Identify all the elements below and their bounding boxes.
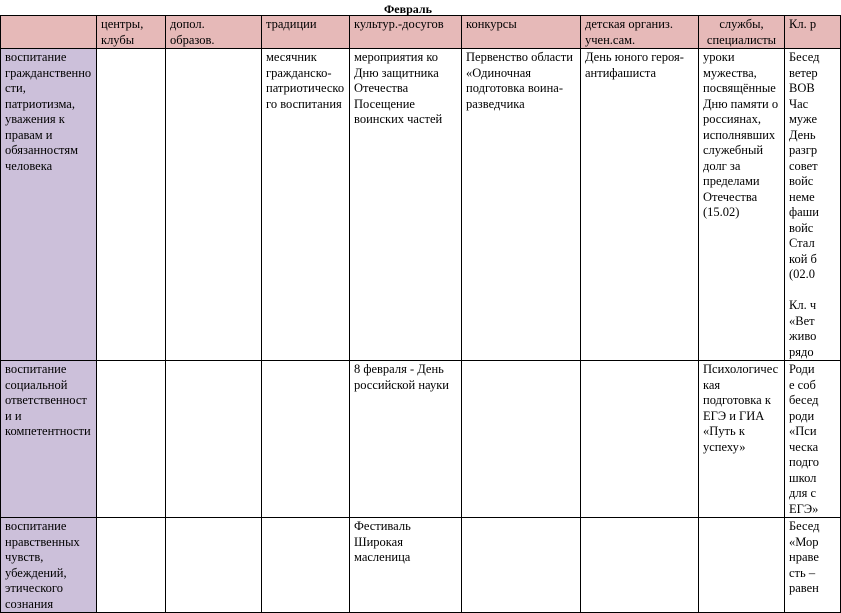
table-cell: Психологическая подготовка к ЕГЭ и ГИА «Путь к успеху» (699, 361, 785, 518)
table-cell (166, 518, 262, 613)
table-cell: Бесед «Мор нраве сть – равен (785, 518, 841, 613)
plan-table (0, 15, 841, 613)
header-cell-corner (1, 16, 97, 49)
table-cell (97, 518, 166, 613)
page-title: Февраль (384, 2, 432, 16)
table-cell (581, 361, 699, 518)
table-cell (462, 361, 581, 518)
header-cell-children-org: детская организ. учен.сам. (581, 16, 699, 49)
table-cell: уроки мужества, посвящённые Дню памяти о россиянах, исполнявших служебный долг за пределами Отечества (15.02) (699, 49, 785, 361)
header-cell-class-leaders: Кл. р (785, 16, 841, 49)
table-cell: 8 февраля - День российской науки (350, 361, 462, 518)
row-heading: воспитание социальной ответственности и компетентности (1, 361, 97, 518)
table-cell (97, 361, 166, 518)
table-row (1, 518, 841, 613)
table-row (1, 361, 841, 518)
row-heading: воспитание нравственных чувств, убеждений, этического сознания (1, 518, 97, 613)
table-cell: месячник гражданско-патриотического воспитания (262, 49, 350, 361)
table-cell: мероприятия ко Дню защитника Отечества Посещение воинских частей (350, 49, 462, 361)
table-cell (581, 518, 699, 613)
header-cell-centers: центры, клубы (97, 16, 166, 49)
table-cell (97, 49, 166, 361)
header-cell-services: службы, специалисты (699, 16, 785, 49)
table-cell (699, 518, 785, 613)
table-cell: Фестиваль Широкая масленица (350, 518, 462, 613)
table-cell (262, 518, 350, 613)
table-cell (262, 361, 350, 518)
table-cell: Бесед ветер ВОВ Час муже День разгр совет войс неме фаши войс Стал кой б (02.0 Кл. ч «Вет живо рядо (785, 49, 841, 361)
row-heading: воспитание гражданственности, патриотизма, уважения к правам и обязанностям человека (1, 49, 97, 361)
header-cell-extra-education: допол. образов. (166, 16, 262, 49)
table-cell (166, 49, 262, 361)
table-cell (166, 361, 262, 518)
header-row (1, 16, 841, 49)
header-cell-contests: конкурсы (462, 16, 581, 49)
table-cell (462, 518, 581, 613)
header-cell-traditions: традиции (262, 16, 350, 49)
table-row (1, 49, 841, 361)
table-cell: Роди е соб бесед роди «Пси ческа подго школ для с ЕГЭ» (785, 361, 841, 518)
table-cell: Первенство области «Одиночная подготовка воина-разведчика (462, 49, 581, 361)
table-cell: День юного героя-антифашиста (581, 49, 699, 361)
header-cell-culture-leisure: культур.-досугов (350, 16, 462, 49)
